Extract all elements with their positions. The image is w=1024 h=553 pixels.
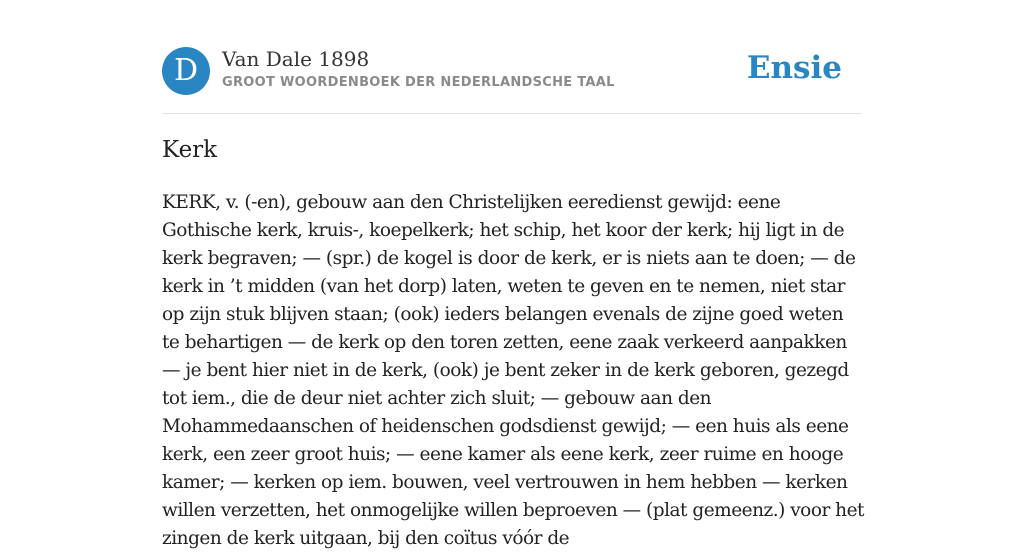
brand-logo-link[interactable]: Ensie: [746, 50, 842, 86]
entry-title: Kerk: [162, 137, 218, 163]
source-title[interactable]: Van Dale 1898: [222, 47, 370, 71]
dictionary-logo[interactable]: D: [162, 47, 210, 95]
source-subtitle: GROOT WOORDENBOEK DER NEDERLANDSCHE TAAL: [222, 75, 615, 90]
header-divider: [162, 113, 862, 114]
header: [162, 46, 862, 96]
entry-body: KERK, v. (-en), gebouw aan den Christelijken eeredienst gewijd: eene Gothische kerk, kruis-, koepelkerk; het schip, het koor der kerk; hij ligt in de kerk begraven; — (spr.) de kogel is door de kerk, er is niets aan te doen; — de kerk in ’t midden (van het dorp) laten, weten te geven en te nemen, niet star op zijn stuk blijven staan; (ook) ieders belangen evenals de zijne goed weten te behartigen — de kerk op den toren zetten, eene zaak verkeerd aanpakken — je bent hier niet in de kerk, (ook) je bent zeker in de kerk geboren, gezegd tot iem., die de deur niet achter zich sluit; — gebouw aan den Mohammedaanschen of heidenschen godsdienst gewijd; — een huis als eene kerk, een zeer groot huis; — eene kamer als eene kerk, zeer ruime en hooge kamer; — kerken op iem. bouwen, veel vertrouwen in hem hebben — kerken willen verzetten, het onmogelijke willen beproeven — (plat gemeenz.) voor het zingen de kerk uitgaan, bij den coïtus vóór de: [162, 192, 864, 549]
